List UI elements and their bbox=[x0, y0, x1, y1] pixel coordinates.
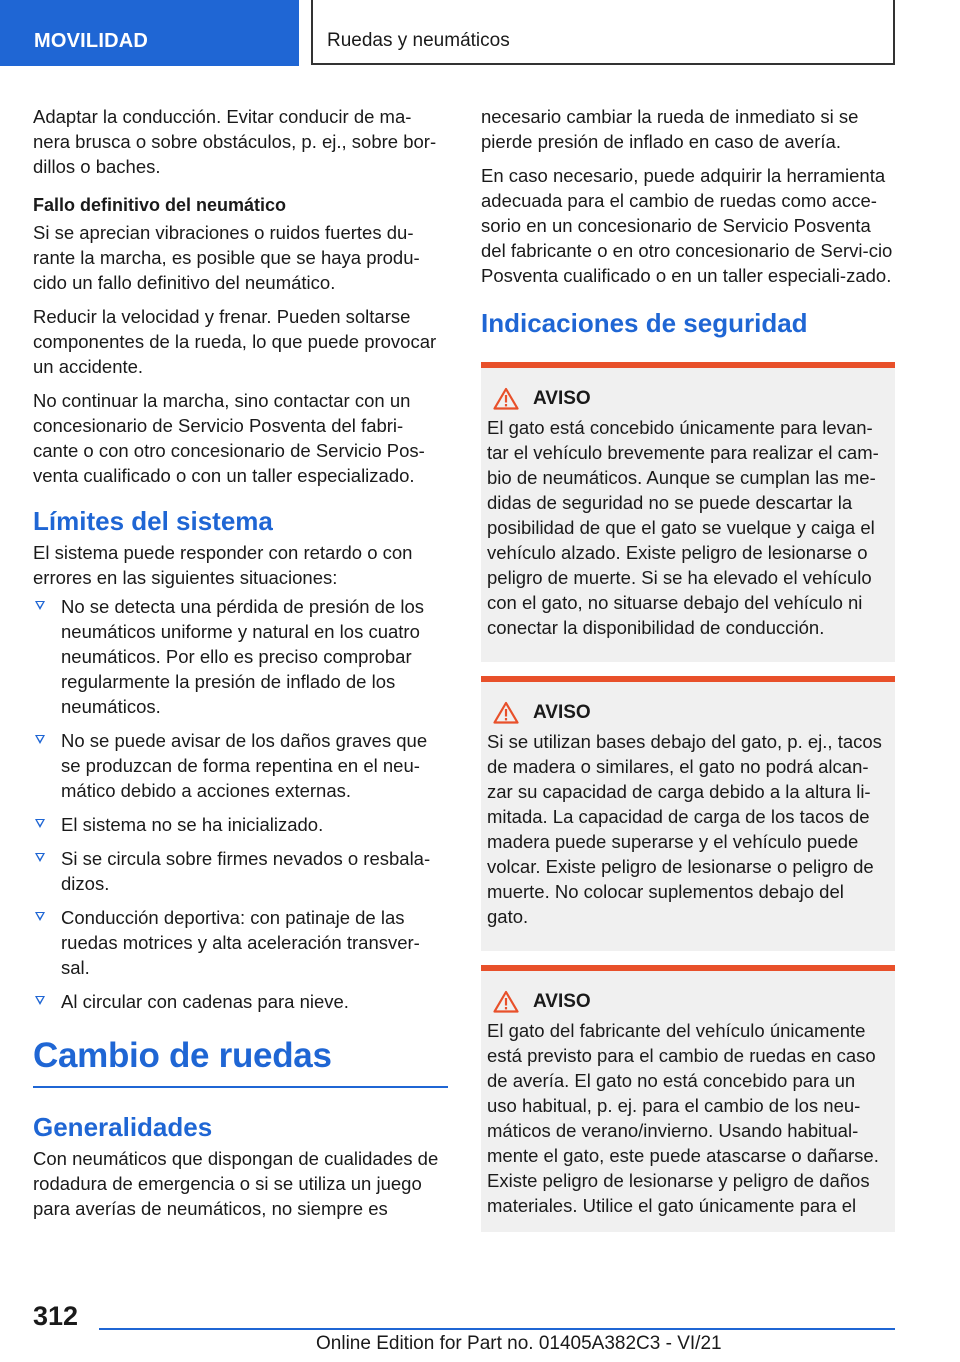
edition-note: Online Edition for Part no. 01405A382C3 - VI/21 bbox=[316, 1333, 722, 1354]
warning-box bbox=[481, 965, 895, 1232]
triangle-bullet-icon bbox=[35, 853, 45, 862]
triangle-bullet-icon bbox=[35, 735, 45, 744]
warning-box bbox=[481, 362, 895, 662]
section-title: MOVILIDAD bbox=[34, 30, 149, 52]
warning-text: El gato está concebido únicamente para levan-tar el vehículo brevemente para realizar el cam-bio de neumáticos. Aunque se cumplan las me-didas de seguridad no se puede descartar la posibilidad de que el gato se vuelque y caiga el vehículo alzado. Existe peligro de lesionarse o peligro de muerte. Si se ha elevado el vehículo con el gato, no situarse debajo del vehículo ni conectar la disponibilidad de conducción. bbox=[487, 417, 879, 638]
warning-title: AVISO bbox=[533, 991, 591, 1012]
section-tab bbox=[0, 0, 299, 66]
paragraph: El sistema puede responder con retardo o con errores en las siguientes situaciones: bbox=[33, 542, 413, 588]
list-item: El sistema no se ha inicializado. bbox=[33, 812, 448, 837]
paragraph: necesario cambiar la rueda de inmediato si se pierde presión de inflado en caso de avería. bbox=[481, 106, 859, 152]
warning-triangle-icon bbox=[493, 701, 519, 724]
warning-triangle-icon bbox=[493, 990, 519, 1013]
heading-wheel-change: Cambio de ruedas bbox=[33, 1036, 448, 1088]
footer-divider bbox=[99, 1328, 895, 1330]
warning-text: Si se utilizan bases debajo del gato, p. ej., tacos de madera o similares, el gato no podrá alcan-zar su capacidad de carga debido a la altura li-mitada. La capacidad de carga de los tacos de madera puede superarse y el vehículo puede volcar. Existe peligro de lesionarse o peligro de muerte. No colocar suplementos debajo del gato. bbox=[487, 731, 882, 927]
paragraph: Con neumáticos que dispongan de cualidades de rodadura de emergencia o si se utiliza un juego para averías de neumáticos, no siempre es bbox=[33, 1148, 439, 1219]
list-item: No se detecta una pérdida de presión de los neumáticos uniforme y natural en los cuatro neumáticos. Por ello es preciso comprobar regularmente la presión de inflado de los neumáticos. bbox=[33, 594, 448, 719]
subheading-tire-failure: Fallo definitivo del neumático bbox=[33, 195, 287, 215]
warning-text: El gato del fabricante del vehículo únicamente está previsto para el cambio de ruedas en caso de avería. El gato no está concebido para un uso habitual, p. ej. para el cambio de los neu-máticos de verano/invierno. Usando habitual-mente el gato, este puede atascarse o dañarse. Existe peligro de lesionarse y peligro de daños materiales. Utilice el gato únicamente para el bbox=[487, 1020, 879, 1216]
page-number: 312 bbox=[33, 1301, 79, 1331]
warning-header bbox=[487, 700, 887, 725]
triangle-bullet-icon bbox=[35, 819, 45, 828]
warning-header bbox=[487, 386, 887, 411]
warning-title: AVISO bbox=[533, 702, 591, 723]
warning-title: AVISO bbox=[533, 388, 591, 409]
warning-box bbox=[481, 676, 895, 951]
list-item: Si se circula sobre firmes nevados o resbala-dizos. bbox=[33, 846, 448, 896]
warning-header bbox=[487, 989, 887, 1014]
paragraph: Reducir la velocidad y frenar. Pueden soltarse componentes de la rueda, lo que puede provocar un accidente. bbox=[33, 306, 437, 377]
list-item: Al circular con cadenas para nieve. bbox=[33, 989, 448, 1014]
triangle-bullet-icon bbox=[35, 601, 45, 610]
chapter-header bbox=[311, 0, 895, 65]
left-column bbox=[33, 104, 448, 1230]
limits-list bbox=[33, 594, 448, 1014]
triangle-bullet-icon bbox=[35, 912, 45, 921]
paragraph: Si se aprecian vibraciones o ruidos fuertes du-rante la marcha, es posible que se haya produ-cido un fallo definitivo del neumático. bbox=[33, 222, 420, 293]
list-item: Conducción deportiva: con patinaje de las ruedas motrices y alta aceleración transver-sal. bbox=[33, 905, 448, 980]
warning-triangle-icon bbox=[493, 387, 519, 410]
paragraph: No continuar la marcha, sino contactar con un concesionario de Servicio Posventa del fabri-cante o con otro concesionario de Servicio Pos-venta cualificado o con un taller especializado. bbox=[33, 390, 425, 486]
right-column bbox=[481, 104, 895, 1232]
paragraph: Adaptar la conducción. Evitar conducir de ma-nera brusca o sobre obstáculos, p. ej., sobre bor-dillos o baches. bbox=[33, 106, 437, 177]
heading-general: Generalidades bbox=[33, 1112, 213, 1142]
heading-system-limits: Límites del sistema bbox=[33, 506, 273, 536]
heading-safety-notes: Indicaciones de seguridad bbox=[481, 308, 808, 338]
chapter-title: Ruedas y neumáticos bbox=[327, 30, 510, 51]
triangle-bullet-icon bbox=[35, 996, 45, 1005]
paragraph: En caso necesario, puede adquirir la herramienta adecuada para el cambio de ruedas como acce-sorio en un concesionario de Servicio Posventa del fabricante o en otro concesionario de Servi-cio Posventa cualificado o en un taller especiali-zado. bbox=[481, 165, 893, 286]
list-item: No se puede avisar de los daños graves que se produzcan de forma repentina en el neu-mático debido a acciones externas. bbox=[33, 728, 448, 803]
